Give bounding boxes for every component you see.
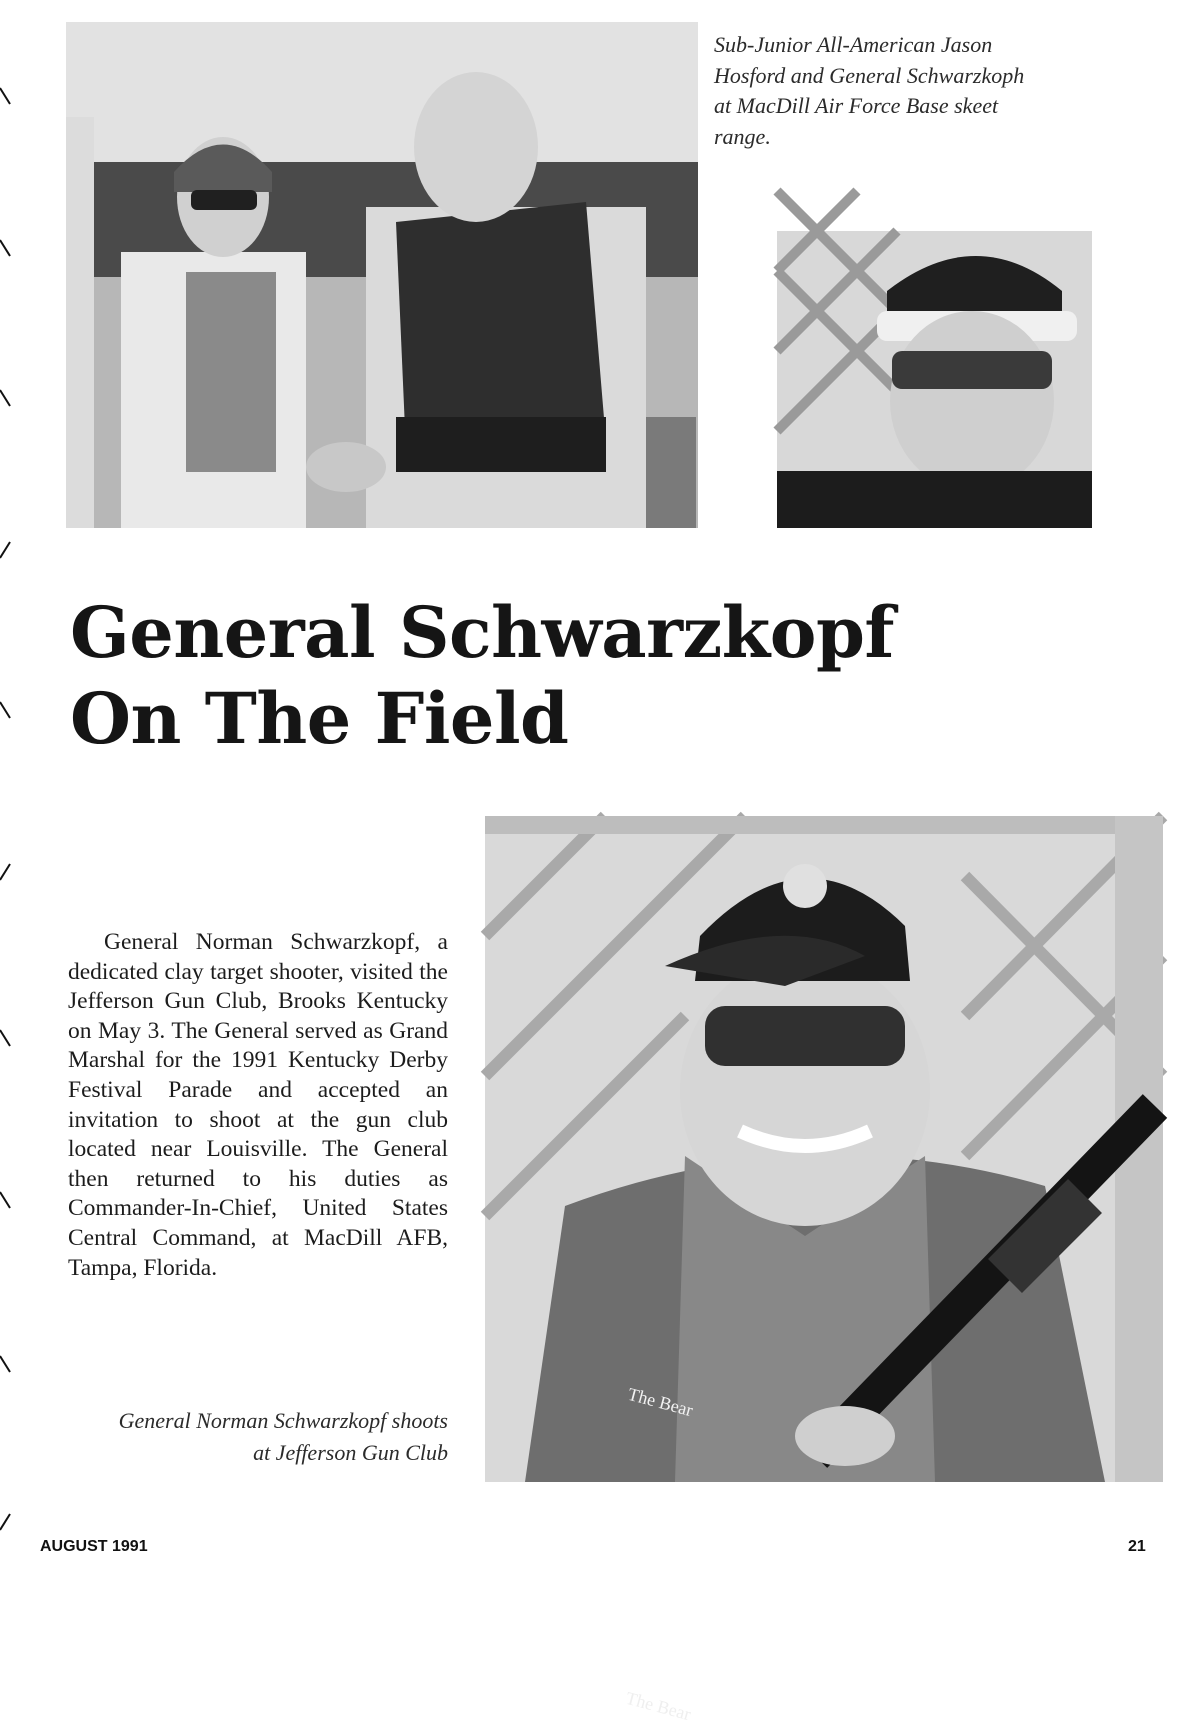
bottom-photo-caption	[62, 1405, 448, 1469]
page-number: 21	[1128, 1538, 1146, 1555]
binding-mark	[0, 388, 12, 408]
portrait-photo	[777, 231, 1092, 528]
binding-mark	[0, 540, 12, 560]
handshake-photo	[66, 22, 698, 528]
article-body: General Norman Schwarzkopf, a dedicated clay target shooter, visited the Jefferson Gun Club, Brooks Kentucky on May 3. The General served as Grand Marshal for the 1991 Kentucky Derby Festival Parade and accepted an invitation to shoot at the gun club located near Louisville. The General then returned to his duties as Commander-In-Chief, United States Central Command, at MacDill AFB, Tampa, Florida.	[68, 929, 448, 1281]
binding-mark	[0, 238, 12, 258]
binding-mark	[0, 1190, 12, 1210]
binding-mark	[0, 1354, 12, 1374]
bottom-caption-line-2: at Jefferson Gun Club	[253, 1440, 448, 1465]
headline	[70, 590, 1070, 762]
bottom-caption-line-1: General Norman Schwarzkopf shoots	[118, 1408, 448, 1433]
issue-date: AUGUST 1991	[40, 1538, 148, 1555]
binding-mark	[0, 1028, 12, 1048]
top-photo-caption: Sub-Junior All-American Jason Hosford and General Schwarzkoph at MacDill Air Force Base skeet range.	[714, 32, 1025, 149]
binding-mark	[0, 700, 12, 720]
headline-line-2: On The Field	[70, 677, 569, 760]
binding-mark	[0, 862, 12, 882]
binding-mark	[0, 86, 12, 106]
vest-label: The Bear	[623, 1687, 694, 1725]
binding-mark	[0, 1512, 12, 1532]
vest-label-text: The Bear	[625, 1383, 696, 1421]
headline-line-1: General Schwarzkopf	[70, 591, 895, 674]
